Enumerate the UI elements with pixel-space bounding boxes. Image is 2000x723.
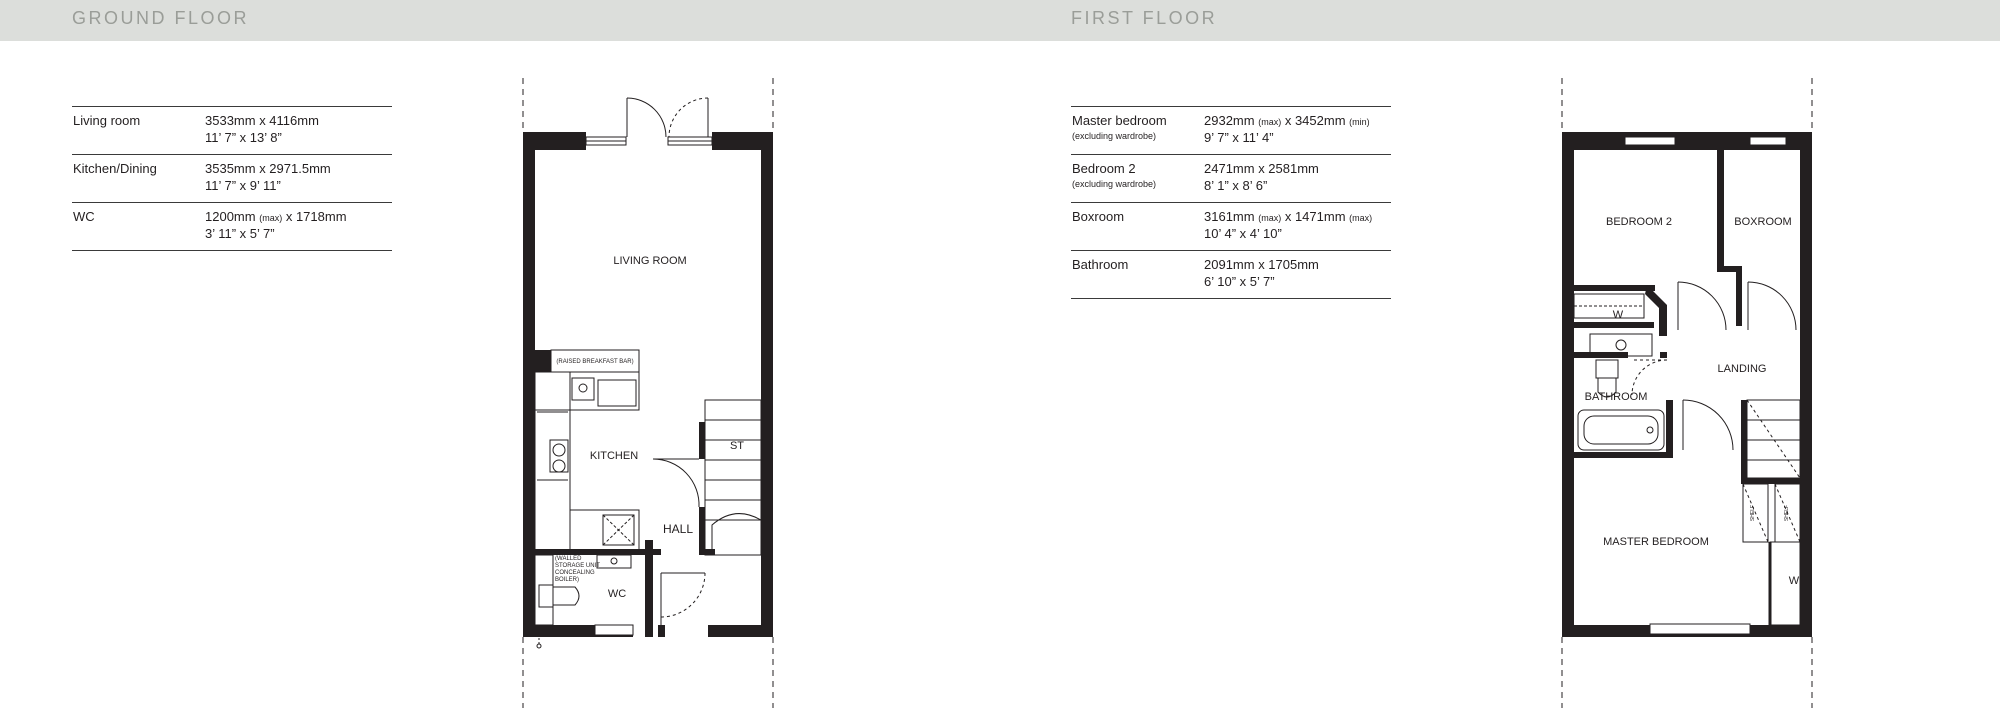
ground-label-boiler-line-3: CONCEALING <box>555 570 595 576</box>
first-label-landing: LANDING <box>1717 363 1767 375</box>
first-label-master-bedroom: MASTER BEDROOM <box>1603 536 1709 548</box>
first-label-bedroom-2: BEDROOM 2 <box>1605 216 1673 228</box>
room-name: Kitchen/Dining <box>73 161 157 176</box>
room-name: Living room <box>73 113 141 128</box>
room-dimensions: 3535mm x 2971.5mm 11’ 7” x 9’ 11” <box>205 161 331 193</box>
first-floor-walls <box>1562 132 1812 637</box>
first-label-shelf-1: SHELF <box>1750 504 1756 522</box>
room-dimensions: 2091mm x 1705mm 6’ 10” x 5’ 7” <box>1204 257 1319 289</box>
ground-label-hall: HALL <box>662 522 694 536</box>
ground-label-boiler-line-4: BOILER) <box>555 577 580 583</box>
room-dimensions: 1200mm (max) x 1718mm 3’ 11” x 5’ 7” <box>205 209 347 241</box>
ground-label-breakfast-bar: (RAISED BREAKFAST BAR) <box>556 359 634 365</box>
ground-label-boiler-line-2: STORAGE UNIT <box>555 563 600 569</box>
first-label-shelf-2: SHELF <box>1784 504 1790 522</box>
ground-label-kitchen: KITCHEN <box>589 450 639 462</box>
ground-label-living-room: LIVING ROOM <box>613 255 687 267</box>
ground-label-wc: WC <box>607 588 627 600</box>
ground-floor-title: GROUND FLOOR <box>72 8 250 28</box>
first-floor-title: FIRST FLOOR <box>1071 8 1218 28</box>
room-dimensions: 2471mm x 2581mm 8’ 1” x 8’ 6” <box>1204 161 1319 193</box>
room-name: Bedroom 2 (excluding wardrobe) <box>1072 161 1157 189</box>
wardrobe-top <box>1574 294 1644 318</box>
first-floor-doors <box>1632 282 1796 450</box>
room-dimensions: 3533mm x 4116mm 11’ 7” x 13’ 8” <box>205 113 319 145</box>
first-label-bathroom: BATHROOM <box>1584 391 1648 403</box>
room-dimensions: 2932mm (max) x 3452mm (min) 9’ 7” x 11’ 4” <box>1204 113 1370 145</box>
room-name: WC <box>73 209 95 224</box>
first-label-wardrobe-top: W <box>1612 309 1624 321</box>
first-label-boxroom: BOXROOM <box>1734 216 1792 228</box>
ground-label-store: ST <box>729 440 745 452</box>
room-name: Bathroom <box>1072 257 1129 272</box>
windows-first <box>1625 137 1786 634</box>
room-name: Boxroom <box>1072 209 1125 224</box>
first-label-wardrobe-master: W <box>1788 575 1800 587</box>
room-dimensions: 3161mm (max) x 1471mm (max) 10’ 4” x 4’ 10” <box>1204 209 1373 241</box>
first-floor-stairs <box>1747 400 1800 478</box>
room-name: Master bedroom (excluding wardrobe) <box>1072 113 1167 141</box>
ground-label-boiler-line-1: (WALLED <box>555 556 582 562</box>
